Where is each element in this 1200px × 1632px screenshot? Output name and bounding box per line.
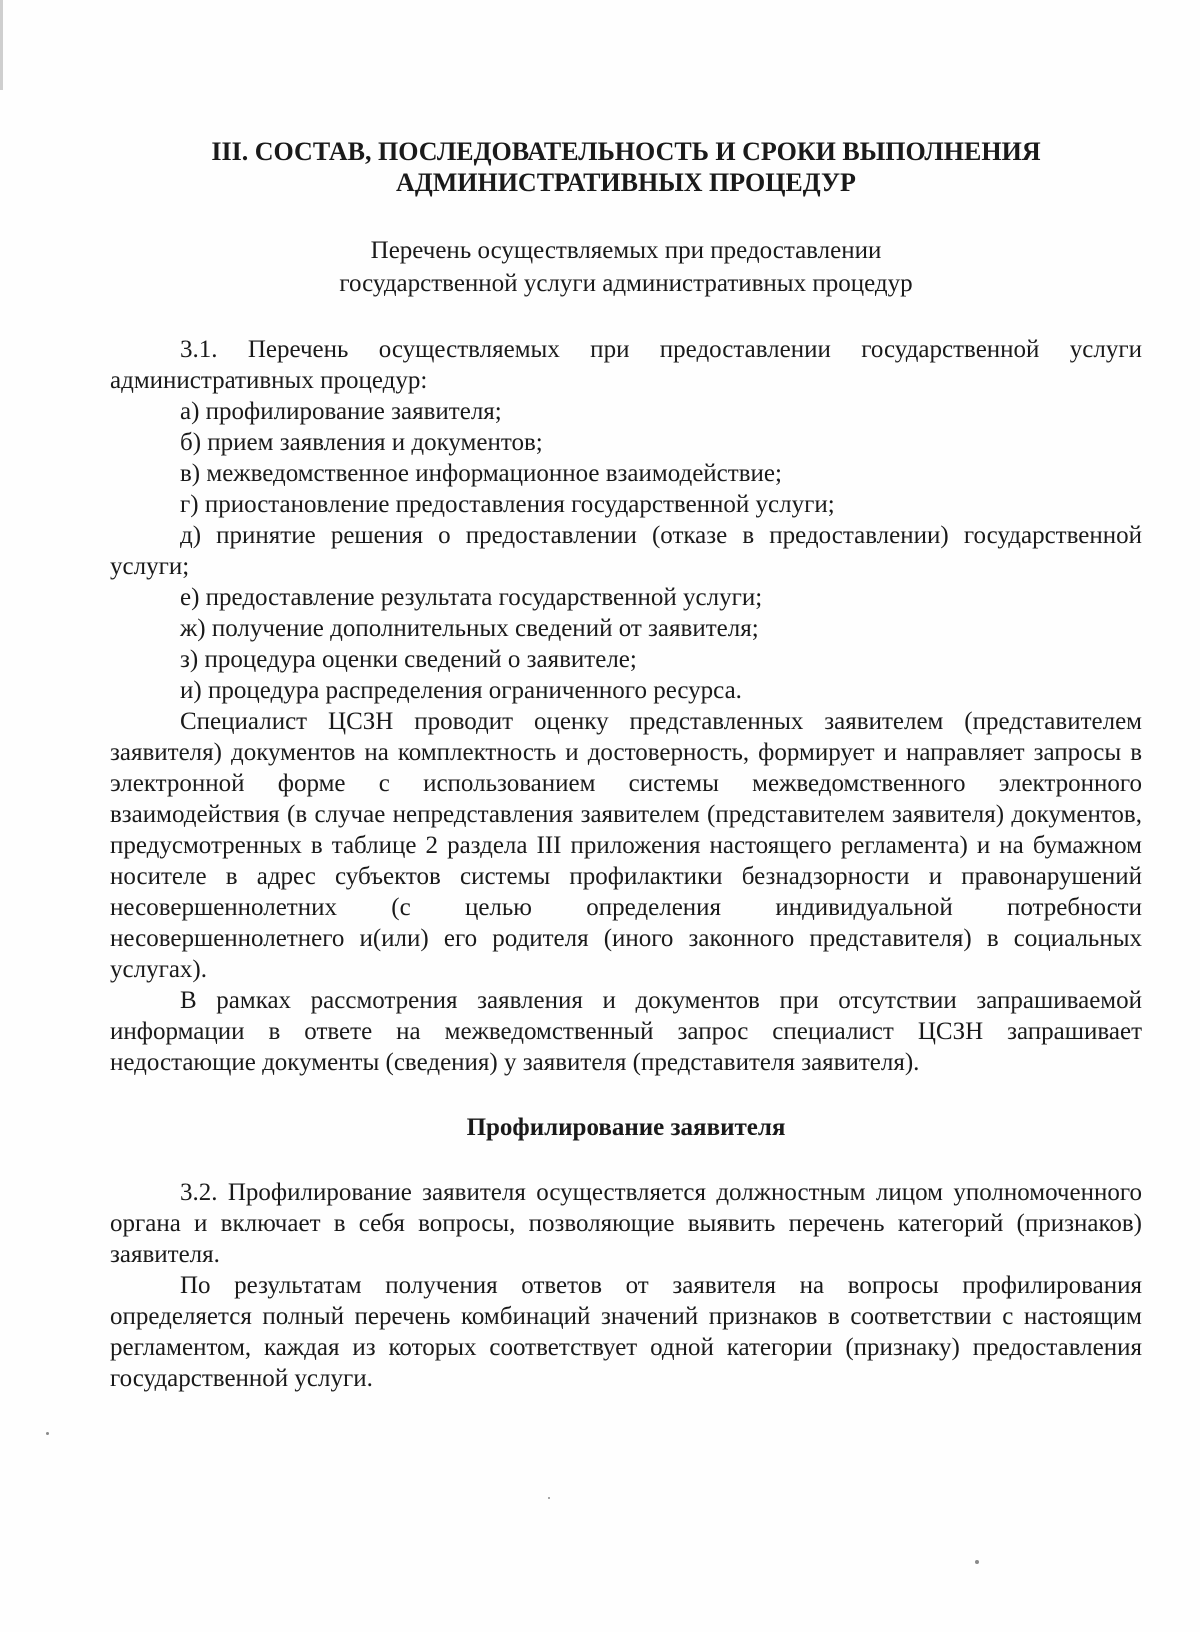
list-item: ж) получение дополнительных сведений от заявителя; (180, 615, 759, 642)
paragraph-framework: В рамках рассмотрения заявления и документов при отсутствии запрашиваемой информации в ответе на межведомственный запрос специалист ЦСЗН запрашивает недостающие документы (сведения) у заявителя (представителя заявителя). (110, 987, 1142, 1076)
list-item: д) принятие решения о предоставлении (отказе в предоставлении) государственной услуги; (110, 522, 1142, 580)
subtitle-line-1: Перечень осуществляемых при предоставлении (370, 237, 882, 264)
paragraph-3-1: 3.1. Перечень осуществляемых при предоставлении государственной услуги административных процедур: (110, 336, 1142, 394)
title-line-1: III. СОСТАВ, ПОСЛЕДОВАТЕЛЬНОСТЬ И СРОКИ ВЫПОЛНЕНИЯ (211, 137, 1041, 166)
paragraph-specialist: Специалист ЦСЗН проводит оценку представленных заявителем (представителем заявителя) документов на комплектность и достоверность, формирует и направляет запросы в электронной форме с использованием системы межведомственного электронного взаимодействия (в случае непредставления заявителем (представителем заявителя) документов, предусмотренных в таблице 2 раздела III приложения настоящего регламента) и на бумажном носителе в адрес субъектов системы профилактики безнадзорности и правонарушений несовершеннолетних (с целью определения индивидуальной потребности несовершеннолетнего и(или) его родителя (иного законного представителя) в социальных услугах). (110, 708, 1142, 983)
paragraph-results: По результатам получения ответов от заявителя на вопросы профилирования определяется полный перечень комбинаций значений признаков в соответствии с настоящим регламентом, каждая из которых соответствует одной категории (признаку) предоставления государственной услуги. (110, 1272, 1142, 1392)
list-item: в) межведомственное информационное взаимодействие; (180, 460, 782, 487)
subtitle-line-2: государственной услуги административных процедур (339, 270, 913, 297)
title-line-2: АДМИНИСТРАТИВНЫХ ПРОЦЕДУР (396, 168, 856, 197)
procedures-subtitle (110, 234, 1142, 300)
scan-speck (46, 1432, 49, 1435)
list-item: г) приостановление предоставления государственной услуги; (180, 491, 835, 518)
list-item: е) предоставление результата государственной услуги; (180, 584, 763, 611)
list-item: и) процедура распределения ограниченного ресурса. (180, 677, 742, 704)
paragraph-3-2: 3.2. Профилирование заявителя осуществляется должностным лицом уполномоченного органа и включает в себя вопросы, позволяющие выявить перечень категорий (признаков) заявителя. (110, 1179, 1142, 1268)
scan-edge-mark (0, 0, 3, 90)
list-item: б) прием заявления и документов; (180, 429, 543, 456)
list-item: а) профилирование заявителя; (180, 398, 502, 425)
section-heading-profiling: Профилирование заявителя (466, 1114, 786, 1141)
list-item: з) процедура оценки сведений о заявителе; (180, 646, 637, 673)
scan-speck (975, 1560, 979, 1564)
document-body (110, 136, 1142, 1394)
scan-speck (548, 1497, 550, 1499)
document-title (110, 136, 1142, 198)
